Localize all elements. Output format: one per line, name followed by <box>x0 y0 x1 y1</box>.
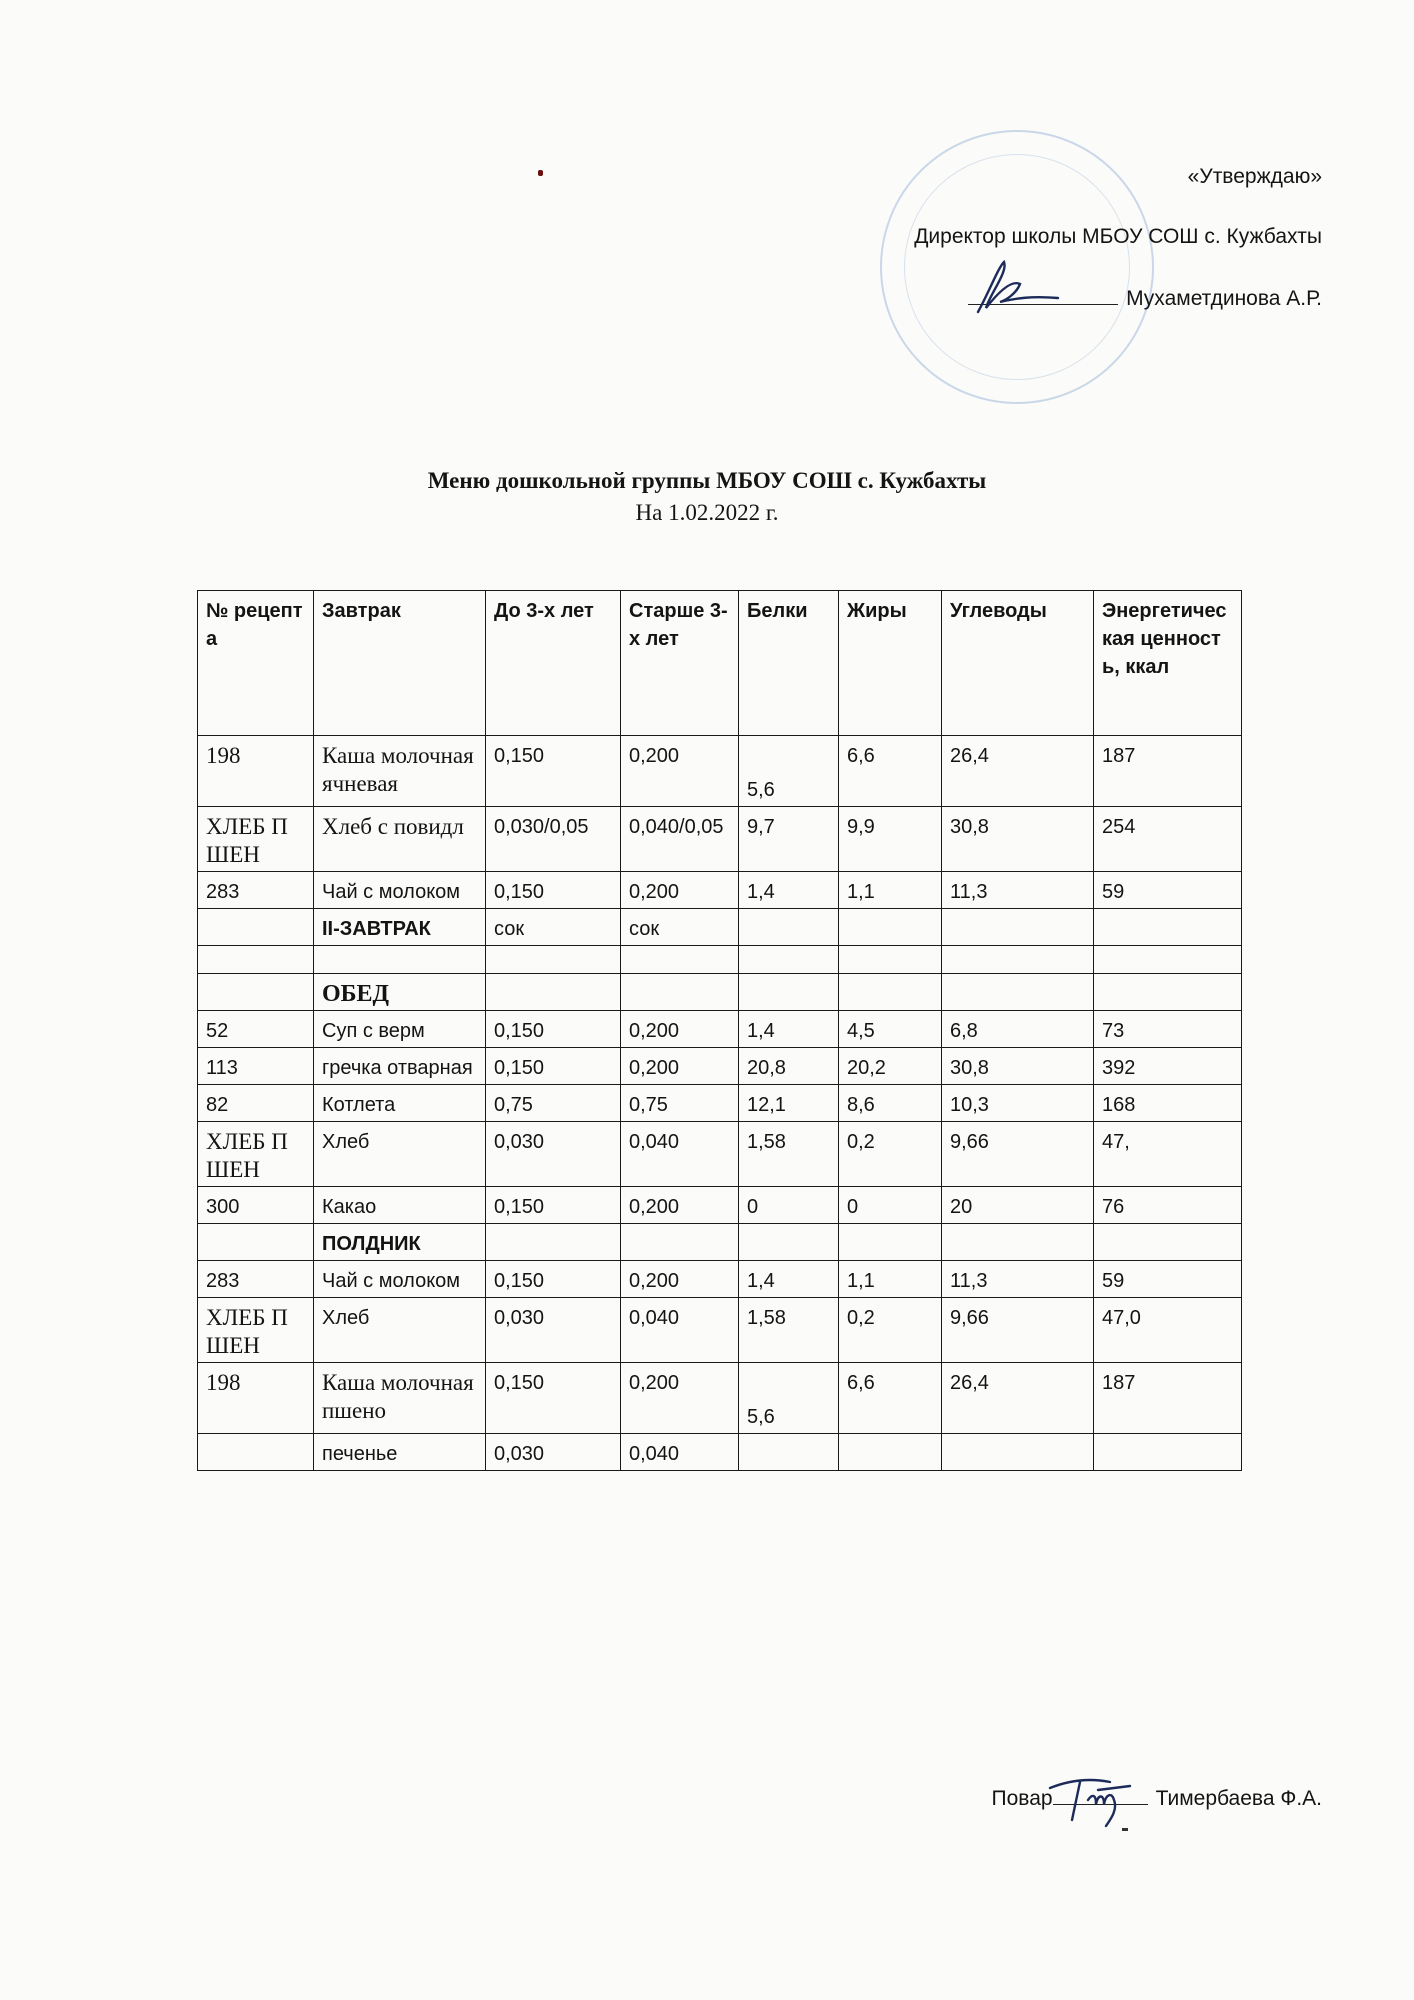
table-cell: 1,1 <box>839 1261 942 1298</box>
table-cell: 0,2 <box>839 1122 942 1187</box>
table-cell <box>621 1224 739 1261</box>
header-cell: Жиры <box>839 591 942 736</box>
table-cell: 20 <box>942 1187 1094 1224</box>
table-cell: 392 <box>1094 1048 1242 1085</box>
header-cell: Старше 3-х лет <box>621 591 739 736</box>
table-cell <box>942 946 1094 974</box>
table-cell <box>739 909 839 946</box>
table-cell: 1,58 <box>739 1122 839 1187</box>
table-cell <box>839 909 942 946</box>
table-cell: 1,4 <box>739 872 839 909</box>
table-cell: 11,3 <box>942 872 1094 909</box>
table-cell: 1,4 <box>739 1261 839 1298</box>
table-cell <box>198 909 314 946</box>
table-cell: 0,040 <box>621 1298 739 1363</box>
table-cell: 6,6 <box>839 1363 942 1434</box>
table-cell: 9,66 <box>942 1122 1094 1187</box>
header-cell: Белки <box>739 591 839 736</box>
document-date: На 1.02.2022 г. <box>635 500 779 525</box>
table-cell: 198 <box>198 1363 314 1434</box>
director-signature <box>960 250 1070 330</box>
cook-name: Тимербаева Ф.А. <box>1155 1787 1322 1810</box>
table-cell: 198 <box>198 736 314 807</box>
table-cell: 0,030 <box>486 1298 621 1363</box>
table-cell: 76 <box>1094 1187 1242 1224</box>
table-header-row <box>198 591 1242 736</box>
table-cell: 47, <box>1094 1122 1242 1187</box>
table-cell: Хлеб <box>314 1298 486 1363</box>
table-row <box>198 1298 1242 1363</box>
table-cell <box>1094 909 1242 946</box>
table-cell: 8,6 <box>839 1085 942 1122</box>
table-cell <box>739 946 839 974</box>
table-cell <box>739 974 839 1011</box>
table-cell: 300 <box>198 1187 314 1224</box>
table-cell: 10,3 <box>942 1085 1094 1122</box>
table-row <box>198 807 1242 872</box>
table-cell: 283 <box>198 1261 314 1298</box>
table-cell: 0 <box>839 1187 942 1224</box>
table-cell <box>198 946 314 974</box>
table-cell: сок <box>621 909 739 946</box>
table-cell <box>942 1434 1094 1471</box>
table-cell: Какао <box>314 1187 486 1224</box>
table-cell <box>739 1434 839 1471</box>
menu-table <box>197 590 1242 1471</box>
table-cell <box>942 974 1094 1011</box>
table-cell: 0,040 <box>621 1122 739 1187</box>
table-row <box>198 1085 1242 1122</box>
table-cell <box>1094 1224 1242 1261</box>
table-cell: 5,6 <box>739 1363 839 1434</box>
table-cell: 0,150 <box>486 1187 621 1224</box>
table-cell: 1,4 <box>739 1011 839 1048</box>
table-cell: 168 <box>1094 1085 1242 1122</box>
table-cell: Чай с молоком <box>314 872 486 909</box>
director-position: Директор школы МБОУ СОШ с. Кужбахты <box>914 225 1322 248</box>
table-cell: 12,1 <box>739 1085 839 1122</box>
table-cell: Каша молочная пшено <box>314 1363 486 1434</box>
table-cell: гречка отварная <box>314 1048 486 1085</box>
table-cell: Котлета <box>314 1085 486 1122</box>
table-cell: 187 <box>1094 736 1242 807</box>
table-cell: 59 <box>1094 1261 1242 1298</box>
table-cell: 187 <box>1094 1363 1242 1434</box>
table-cell: 9,66 <box>942 1298 1094 1363</box>
table-cell: 9,7 <box>739 807 839 872</box>
table-cell <box>839 1224 942 1261</box>
table-cell <box>1094 1434 1242 1471</box>
table-cell: 52 <box>198 1011 314 1048</box>
table-cell: 47,0 <box>1094 1298 1242 1363</box>
table-cell: Хлеб <box>314 1122 486 1187</box>
table-row <box>198 872 1242 909</box>
cook-signature <box>1040 1760 1140 1830</box>
table-cell: 0,2 <box>839 1298 942 1363</box>
table-cell: 113 <box>198 1048 314 1085</box>
table-cell: II-ЗАВТРАК <box>314 909 486 946</box>
table-cell <box>621 946 739 974</box>
table-cell: 59 <box>1094 872 1242 909</box>
table-cell <box>942 1224 1094 1261</box>
table-cell: Хлеб с повидл <box>314 807 486 872</box>
table-cell: 0,200 <box>621 1261 739 1298</box>
table-row <box>198 736 1242 807</box>
table-cell <box>198 974 314 1011</box>
table-cell: 6,8 <box>942 1011 1094 1048</box>
table-cell <box>198 1434 314 1471</box>
table-cell <box>839 1434 942 1471</box>
table-cell: 30,8 <box>942 807 1094 872</box>
table-cell: 26,4 <box>942 736 1094 807</box>
table-row <box>198 974 1242 1011</box>
table-cell: 73 <box>1094 1011 1242 1048</box>
table-cell: 0,200 <box>621 872 739 909</box>
table-cell <box>839 946 942 974</box>
table-row <box>198 1048 1242 1085</box>
table-cell: 4,5 <box>839 1011 942 1048</box>
header-cell: Энергетическая ценность, ккал <box>1094 591 1242 736</box>
table-cell: 1,58 <box>739 1298 839 1363</box>
table-cell: 0 <box>739 1187 839 1224</box>
table-cell: Чай с молоком <box>314 1261 486 1298</box>
table-cell: 1,1 <box>839 872 942 909</box>
table-cell: ОБЕД <box>314 974 486 1011</box>
table-row <box>198 1011 1242 1048</box>
cook-role: Повар <box>991 1787 1053 1810</box>
header-cell: Углеводы <box>942 591 1094 736</box>
table-cell: 0,150 <box>486 736 621 807</box>
table-cell: 26,4 <box>942 1363 1094 1434</box>
table-cell: ХЛЕБ ПШЕН <box>198 1122 314 1187</box>
header-cell: Завтрак <box>314 591 486 736</box>
table-cell <box>486 946 621 974</box>
table-cell: Суп с верм <box>314 1011 486 1048</box>
table-cell <box>739 1224 839 1261</box>
ink-dot <box>538 170 543 176</box>
table-cell: печенье <box>314 1434 486 1471</box>
table-cell: 30,8 <box>942 1048 1094 1085</box>
table-cell <box>1094 974 1242 1011</box>
document-title: Меню дошкольной группы МБОУ СОШ с. Кужбахты <box>427 468 987 493</box>
table-cell <box>314 946 486 974</box>
table-row <box>198 1187 1242 1224</box>
table-cell: 9,9 <box>839 807 942 872</box>
table-cell: 0,150 <box>486 1011 621 1048</box>
table-cell <box>198 1224 314 1261</box>
table-cell: 0,030/0,05 <box>486 807 621 872</box>
table-cell: 0,200 <box>621 1187 739 1224</box>
table-cell: 0,030 <box>486 1122 621 1187</box>
table-cell <box>942 909 1094 946</box>
table-cell: 0,150 <box>486 1048 621 1085</box>
table-cell: 0,040 <box>621 1434 739 1471</box>
table-cell: 0,200 <box>621 1011 739 1048</box>
header-cell: № рецепта <box>198 591 314 736</box>
table-cell: сок <box>486 909 621 946</box>
table-cell <box>486 974 621 1011</box>
table-cell <box>1094 946 1242 974</box>
table-cell: 0,150 <box>486 1363 621 1434</box>
approve-label: «Утверждаю» <box>1187 165 1322 188</box>
table-cell: 0,75 <box>486 1085 621 1122</box>
table-row <box>198 1122 1242 1187</box>
table-cell: ПОЛДНИК <box>314 1224 486 1261</box>
table-cell <box>621 974 739 1011</box>
table-cell: 254 <box>1094 807 1242 872</box>
table-cell: 11,3 <box>942 1261 1094 1298</box>
table-cell: 0,150 <box>486 872 621 909</box>
ink-mark <box>1122 1828 1128 1831</box>
table-row <box>198 1434 1242 1471</box>
table-row <box>198 1224 1242 1261</box>
table-cell: 20,8 <box>739 1048 839 1085</box>
table-cell: 0,040/0,05 <box>621 807 739 872</box>
table-cell <box>486 1224 621 1261</box>
director-name: Мухаметдинова А.Р. <box>1126 287 1322 310</box>
table-cell: 0,030 <box>486 1434 621 1471</box>
table-row <box>198 1363 1242 1434</box>
table-cell: 6,6 <box>839 736 942 807</box>
table-row <box>198 1261 1242 1298</box>
header-cell: До 3-х лет <box>486 591 621 736</box>
table-cell: 82 <box>198 1085 314 1122</box>
table-cell: 5,6 <box>739 736 839 807</box>
table-cell: 0,75 <box>621 1085 739 1122</box>
table-cell: 283 <box>198 872 314 909</box>
table-cell: 0,200 <box>621 1048 739 1085</box>
table-cell: Каша молочная ячневая <box>314 736 486 807</box>
table-cell: ХЛЕБ ПШЕН <box>198 807 314 872</box>
table-row <box>198 909 1242 946</box>
table-row <box>198 946 1242 974</box>
table-cell <box>839 974 942 1011</box>
table-cell: 20,2 <box>839 1048 942 1085</box>
table-cell: 0,200 <box>621 1363 739 1434</box>
table-cell: 0,150 <box>486 1261 621 1298</box>
table-cell: ХЛЕБ ПШЕН <box>198 1298 314 1363</box>
table-cell: 0,200 <box>621 736 739 807</box>
